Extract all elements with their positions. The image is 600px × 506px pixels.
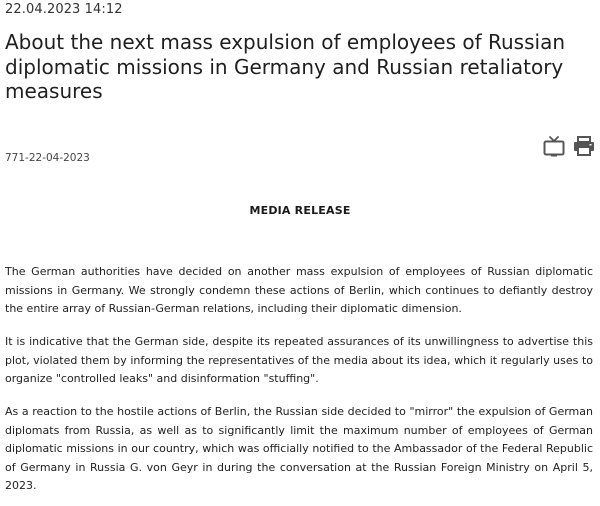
- publication-date: 22.04.2023 14:12: [5, 2, 123, 17]
- document-number: 771-22-04-2023: [5, 152, 90, 164]
- media-release-label: MEDIA RELEASE: [249, 204, 351, 217]
- print-icon: [572, 134, 596, 158]
- body-paragraph-3: As a reaction to the hostile actions of Berlin, the Russian side decided to "mirror" the expulsion of German diplomats from Russia, as well as to significantly limit the maximum number of employees of German diplomatic missions in our country, which was officially notified to the Ambassador of the Federal Republic of Germany in Russia G. von Geyr in during the conversation at the Russian Foreign Ministry on April 5, 2023.: [5, 405, 593, 493]
- article-toolbar: [540, 134, 598, 160]
- tv-button[interactable]: [542, 134, 566, 158]
- body-paragraph-2: It is indicative that the German side, despite its repeated assurances of its unwillingness to advertise this plot, violated them by informing the representatives of the media about its idea, which it regularly uses to organize "controlled leaks" and disinformation "stuffing".: [5, 335, 593, 386]
- article-title: About the next mass expulsion of employees of Russian diplomatic missions in Germany and Russian retaliatory measures: [5, 30, 565, 103]
- print-button[interactable]: [572, 134, 596, 158]
- tv-icon: [542, 134, 566, 158]
- body-paragraph-1: The German authorities have decided on another mass expulsion of employees of Russian diplomatic missions in Germany. We strongly condemn these actions of Berlin, which continues to defiantly destroy the entire array of Russian-German relations, including their diplomatic dimension.: [5, 265, 593, 316]
